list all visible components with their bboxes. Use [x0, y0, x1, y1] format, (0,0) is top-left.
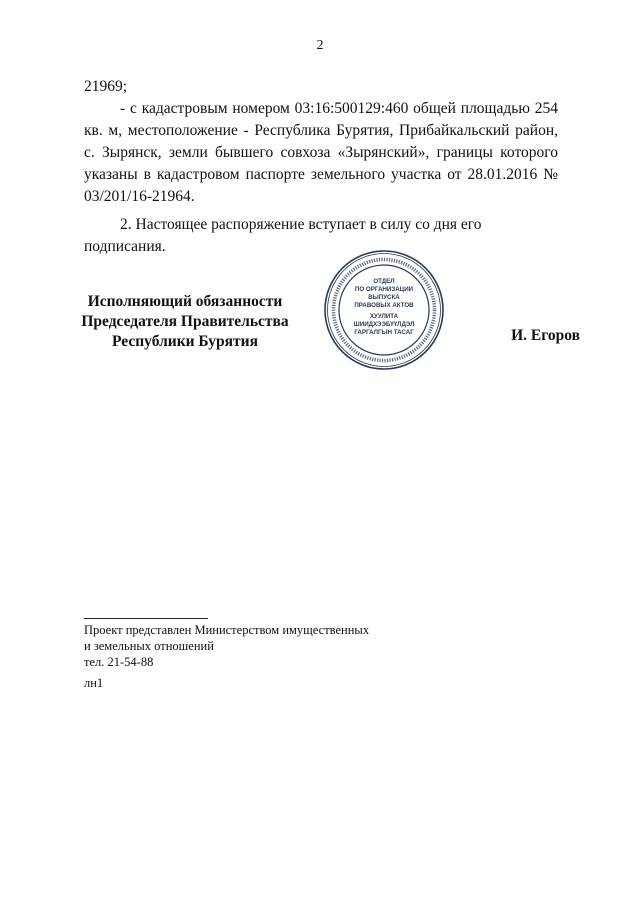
signer-name: И. Егоров	[511, 327, 580, 344]
signature-title-line: Республики Бурятия	[112, 333, 258, 350]
footnote	[84, 622, 424, 670]
signature-title-line: Председателя Правительства	[81, 313, 289, 330]
paragraph-continuation: 21969;	[84, 78, 128, 95]
page-number: 2	[316, 38, 324, 53]
footnote-line: Проект представлен Министерством имущественных	[84, 623, 370, 637]
footnote-line: тел. 21-54-88	[84, 655, 154, 669]
stamp-line: ВЫПУСКА	[368, 294, 400, 301]
stamp-line: ХУУЛИТА	[369, 313, 399, 320]
reference-code: лн1	[84, 676, 104, 690]
stamp-line: ПО ОРГАНИЗАЦИИ	[354, 286, 414, 293]
footnote-line: и земельных отношений	[84, 639, 214, 653]
paragraph-1	[84, 76, 558, 208]
footnote-divider	[84, 618, 208, 619]
stamp-line: ШИИДХЭЭБҮҮЛДЭЛ	[353, 321, 415, 328]
signature-title-line: Исполняющий обязанности	[87, 293, 283, 310]
stamp-line: ОТДЕЛ	[373, 278, 395, 285]
signature-title	[60, 292, 310, 352]
official-stamp	[322, 248, 446, 372]
paragraph-item-text: - с кадастровым номером 03:16:500129:460 общей площадью 254 кв. м, местоположение - Республика Бурятия, Прибайкальский район, с. Зырянск, земли бывшего совхоза «Зырянский», границы которого указаны в кадастровом паспорте земельного участка от 28.01.2016 № 03/201/16-21964.	[84, 100, 558, 205]
stamp-seal-icon	[322, 248, 446, 372]
stamp-line: ГАРГАЛГЫН ТАСАГ	[354, 329, 414, 336]
stamp-line: ПРАВОВЫХ АКТОВ	[354, 302, 414, 309]
paragraph-2: 2. Настоящее распоряжение вступает в силу со дня его подписания.	[84, 216, 482, 255]
